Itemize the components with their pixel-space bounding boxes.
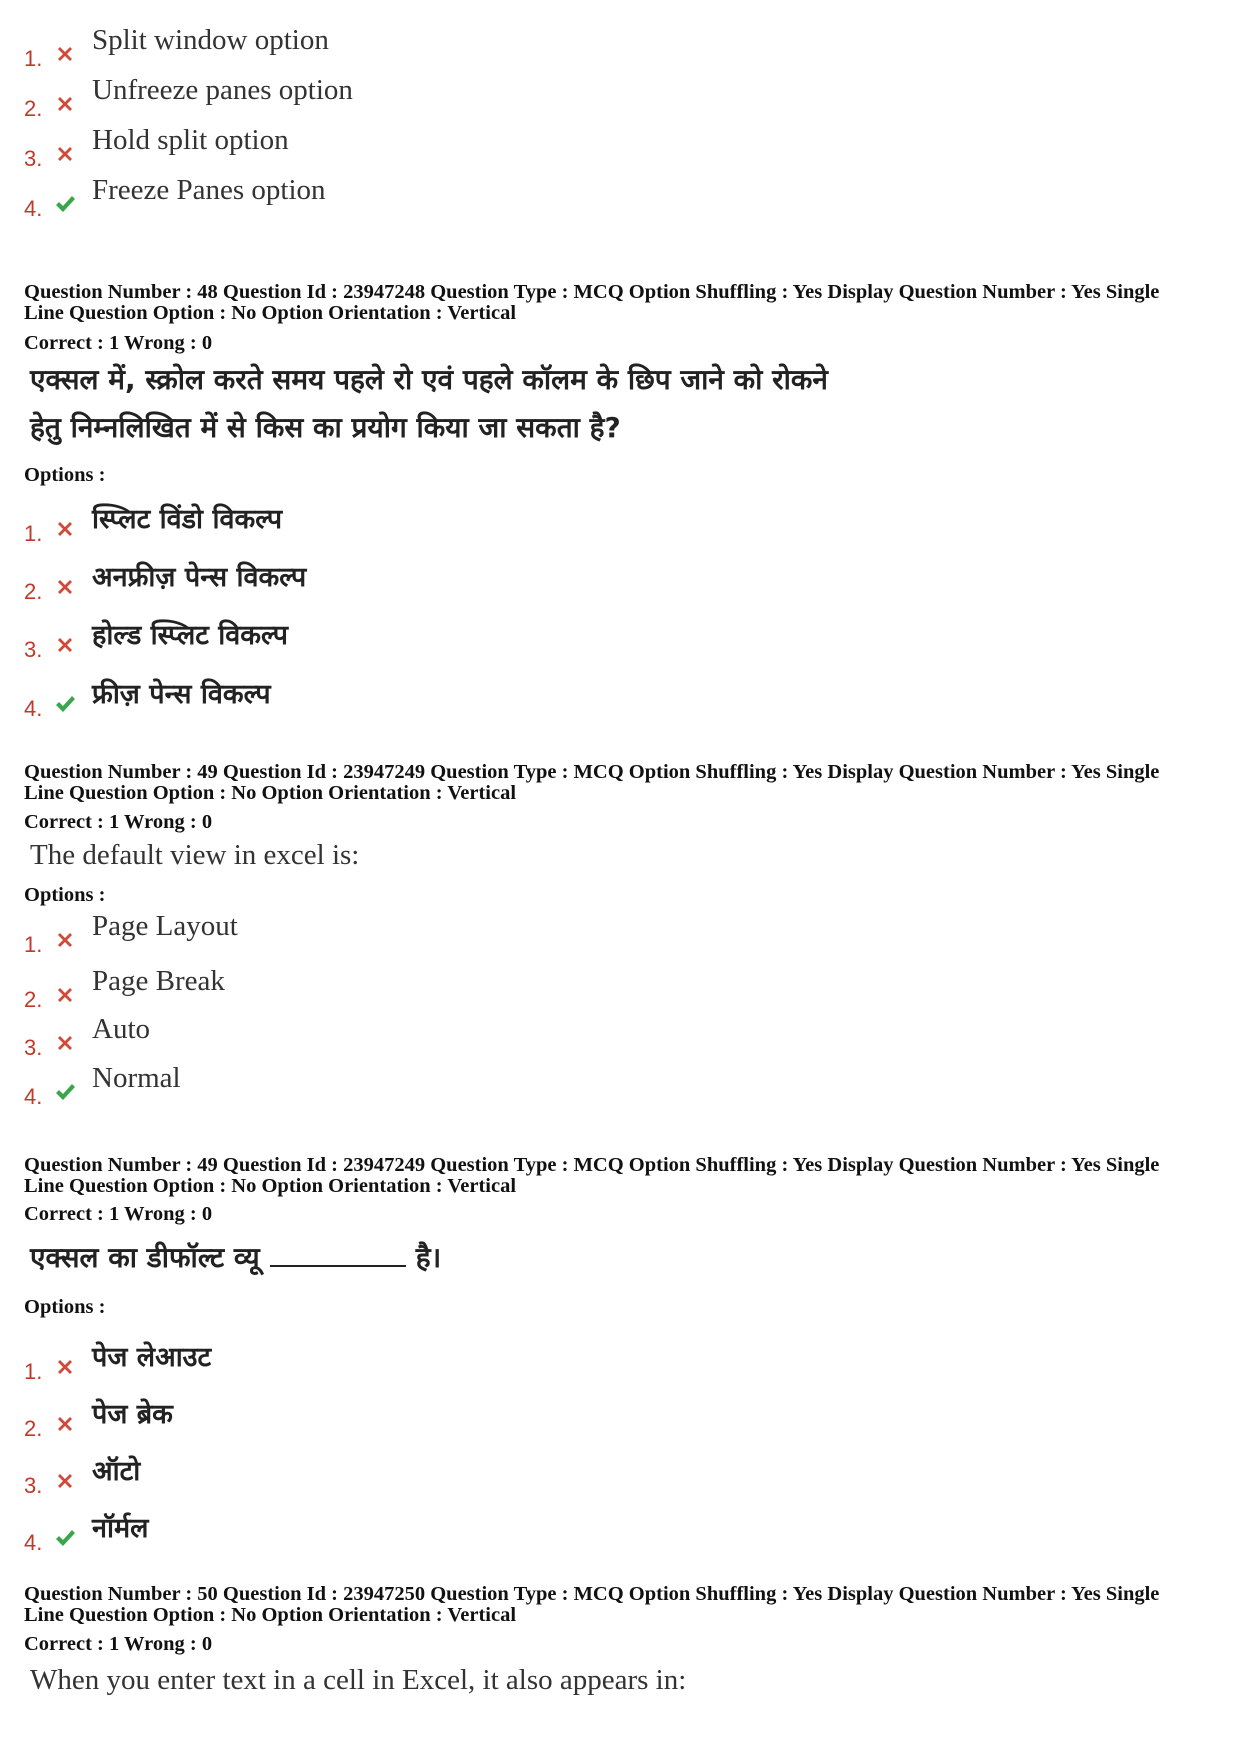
question-meta [24,762,1219,804]
option-number: 2. [24,987,43,1012]
option-row [24,24,1174,74]
option-row [24,1451,1174,1501]
cross-icon [53,633,77,657]
question-text [30,1234,441,1282]
cross-icon [53,1031,77,1055]
option-text: फ्रीज़ पेन्स विकल्प [92,679,271,710]
option-number: 4. [24,1530,43,1555]
option-number: 4. [24,196,43,221]
option-text: होल्ड स्प्लिट विकल्प [92,620,288,651]
option-text: अनफ्रीज़ पेन्स विकल्प [92,562,307,593]
option-number: 2. [24,96,43,121]
cross-icon [53,1355,77,1379]
option-text: पेज ब्रेक [92,1399,173,1430]
check-icon [53,1080,77,1104]
option-row [24,674,1174,724]
option-number: 3. [24,1035,43,1060]
question-meta [24,1155,1219,1197]
option-number: 3. [24,146,43,171]
option-text: Normal [92,1062,181,1094]
option-text: Freeze Panes option [92,174,326,206]
option-row [24,557,1174,607]
option-row [24,615,1174,665]
option-number: 1. [24,46,43,71]
option-number: 1. [24,1359,43,1384]
question-meta-line: Question Number : 50 Question Id : 23947250 Question Type : MCQ Option Shuffling : Yes Display Question Number : Yes Single [24,1583,1160,1605]
question-meta-line: Question Number : 48 Question Id : 23947248 Question Type : MCQ Option Shuffling : Yes Display Question Number : Yes Single [24,281,1160,303]
cross-icon [53,42,77,66]
option-text: Auto [92,1013,150,1045]
option-text: Page Break [92,965,225,997]
correct-wrong-marks: Correct : 1 Wrong : 0 [24,332,213,354]
cross-icon [53,517,77,541]
cross-icon [53,92,77,116]
option-number: 2. [24,1416,43,1441]
options-label: Options : [24,464,106,486]
question-meta-line: Line Question Option : No Option Orientation : Vertical [24,782,517,804]
option-row [24,1394,1174,1444]
question-meta [24,1584,1219,1626]
option-row [24,174,1174,224]
option-number: 4. [24,1084,43,1109]
cross-icon [53,1412,77,1436]
option-number: 1. [24,521,43,546]
check-icon [53,692,77,716]
option-text: Split window option [92,24,329,56]
question-text-after-blank: है। [415,1241,442,1274]
question-text [30,356,828,452]
fill-in-blank [270,1265,406,1267]
options-label: Options : [24,1296,106,1318]
question-meta-line: Question Number : 49 Question Id : 23947249 Question Type : MCQ Option Shuffling : Yes Display Question Number : Yes Single [24,761,1160,783]
option-number: 1. [24,932,43,957]
cross-icon [53,928,77,952]
question-meta-line: Line Question Option : No Option Orientation : Vertical [24,1604,517,1626]
option-number: 3. [24,1473,43,1498]
check-icon [53,192,77,216]
option-row [24,1062,1174,1112]
option-row [24,124,1174,174]
question-text: The default view in excel is: [30,839,360,871]
cross-icon [53,983,77,1007]
question-meta-line: Line Question Option : No Option Orientation : Vertical [24,1175,517,1197]
option-text: पेज लेआउट [92,1342,212,1373]
correct-wrong-marks: Correct : 1 Wrong : 0 [24,1203,213,1225]
correct-wrong-marks: Correct : 1 Wrong : 0 [24,811,213,833]
option-row [24,74,1174,124]
option-text: Hold split option [92,124,289,156]
question-meta-line: Line Question Option : No Option Orientation : Vertical [24,302,517,324]
option-text: Page Layout [92,910,238,942]
option-text: स्प्लिट विंडो विकल्प [92,504,283,535]
option-row [24,1013,1174,1063]
question-meta [24,282,1219,324]
options-label: Options : [24,884,106,906]
option-number: 4. [24,696,43,721]
option-text: ऑटो [92,1456,141,1487]
cross-icon [53,142,77,166]
question-text-line: हेतु निम्नलिखित में से किस का प्रयोग किया जा सकता है? [30,411,621,444]
option-row [24,1508,1174,1558]
question-meta-line: Question Number : 49 Question Id : 23947249 Question Type : MCQ Option Shuffling : Yes Display Question Number : Yes Single [24,1154,1160,1176]
option-text: नॉर्मल [92,1513,149,1544]
option-row [24,965,1174,1015]
option-row [24,1337,1174,1387]
question-text: When you enter text in a cell in Excel, it also appears in: [30,1664,687,1696]
cross-icon [53,575,77,599]
option-row [24,499,1174,549]
question-text-line: एक्सल में, स्क्रोल करते समय पहले रो एवं पहले कॉलम के छिप जाने को रोकने [30,363,828,396]
question-text-before-blank: एक्सल का डीफॉल्ट व्यू [30,1241,260,1274]
option-number: 2. [24,579,43,604]
cross-icon [53,1469,77,1493]
check-icon [53,1526,77,1550]
option-number: 3. [24,637,43,662]
correct-wrong-marks: Correct : 1 Wrong : 0 [24,1633,213,1655]
option-row [24,910,1174,960]
option-text: Unfreeze panes option [92,74,353,106]
